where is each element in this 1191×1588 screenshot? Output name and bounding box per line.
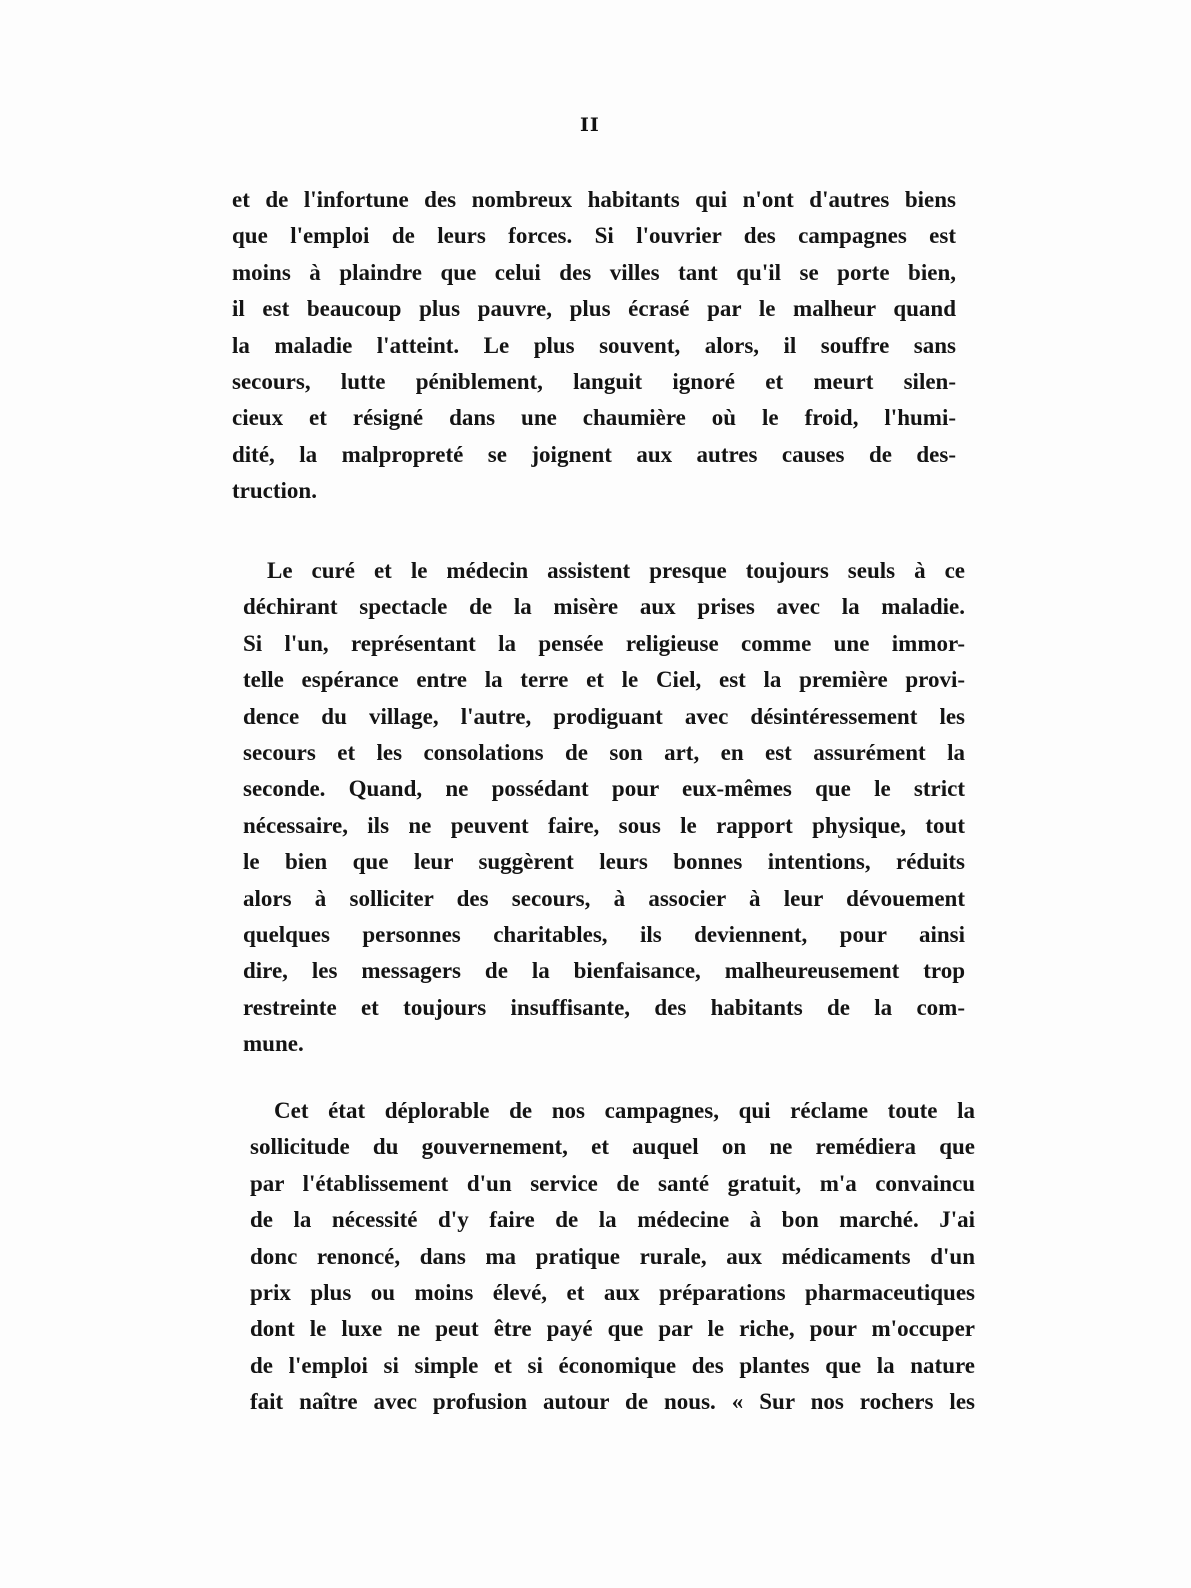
- text-line: de l'emploi si simple et si économique des plantes que la nature: [250, 1352, 975, 1378]
- text-line: mune.: [243, 1031, 304, 1057]
- text-line: de la nécessité d'y faire de la médecine à bon marché. J'ai: [250, 1207, 975, 1233]
- text-line: Si l'un, représentant la pensée religieuse comme une immor-: [243, 630, 965, 656]
- text-line: déchirant spectacle de la misère aux prises avec la maladie.: [243, 594, 965, 620]
- text-line: alors à solliciter des secours, à associer à leur dévouement: [243, 885, 965, 911]
- text-line: truction.: [232, 478, 317, 504]
- text-line: quelques personnes charitables, ils deviennent, pour ainsi: [243, 921, 965, 947]
- text-line: Le curé et le médecin assistent presque toujours seuls à ce: [267, 558, 965, 583]
- text-line: dire, les messagers de la bienfaisance, malheureusement trop: [243, 958, 965, 984]
- paragraph-2: [243, 553, 965, 1062]
- text-line: prix plus ou moins élevé, et aux préparations pharmaceutiques: [250, 1279, 975, 1305]
- text-line: par l'établissement d'un service de santé gratuit, m'a convaincu: [250, 1170, 975, 1196]
- text-line: la maladie l'atteint. Le plus souvent, alors, il souffre sans: [232, 332, 956, 358]
- text-line: restreinte et toujours insuffisante, des habitants de la com-: [243, 994, 965, 1020]
- text-line: dité, la malpropreté se joignent aux autres causes de des-: [232, 441, 956, 467]
- text-line: nécessaire, ils ne peuvent faire, sous le rapport physique, tout: [243, 812, 965, 838]
- text-line: dont le luxe ne peut être payé que par le riche, pour m'occuper: [250, 1316, 975, 1342]
- text-line: moins à plaindre que celui des villes tant qu'il se porte bien,: [232, 259, 956, 285]
- page-number: II: [580, 114, 600, 136]
- text-line: seconde. Quand, ne possédant pour eux-mêmes que le strict: [243, 776, 965, 802]
- paragraph-1: [232, 182, 956, 510]
- text-line: telle espérance entre la terre et le Ciel, est la première provi-: [243, 667, 965, 693]
- text-line: et de l'infortune des nombreux habitants qui n'ont d'autres biens: [232, 187, 956, 212]
- paragraph-3: [250, 1093, 975, 1421]
- text-line: sollicitude du gouvernement, et auquel on ne remédiera que: [250, 1134, 975, 1160]
- text-line: secours et les consolations de son art, en est assurément la: [243, 739, 965, 765]
- text-line: donc renoncé, dans ma pratique rurale, aux médicaments d'un: [250, 1243, 975, 1269]
- text-line: fait naître avec profusion autour de nous. « Sur nos rochers les: [250, 1389, 975, 1415]
- text-line: secours, lutte péniblement, languit ignoré et meurt silen-: [232, 368, 956, 394]
- text-line: Cet état déplorable de nos campagnes, qui réclame toute la: [274, 1098, 975, 1123]
- text-line: cieux et résigné dans une chaumière où le froid, l'humi-: [232, 405, 956, 431]
- text-line: il est beaucoup plus pauvre, plus écrasé par le malheur quand: [232, 296, 956, 322]
- text-line: le bien que leur suggèrent leurs bonnes intentions, réduits: [243, 849, 965, 875]
- text-line: que l'emploi de leurs forces. Si l'ouvrier des campagnes est: [232, 223, 956, 249]
- text-line: dence du village, l'autre, prodiguant avec désintéressement les: [243, 703, 965, 729]
